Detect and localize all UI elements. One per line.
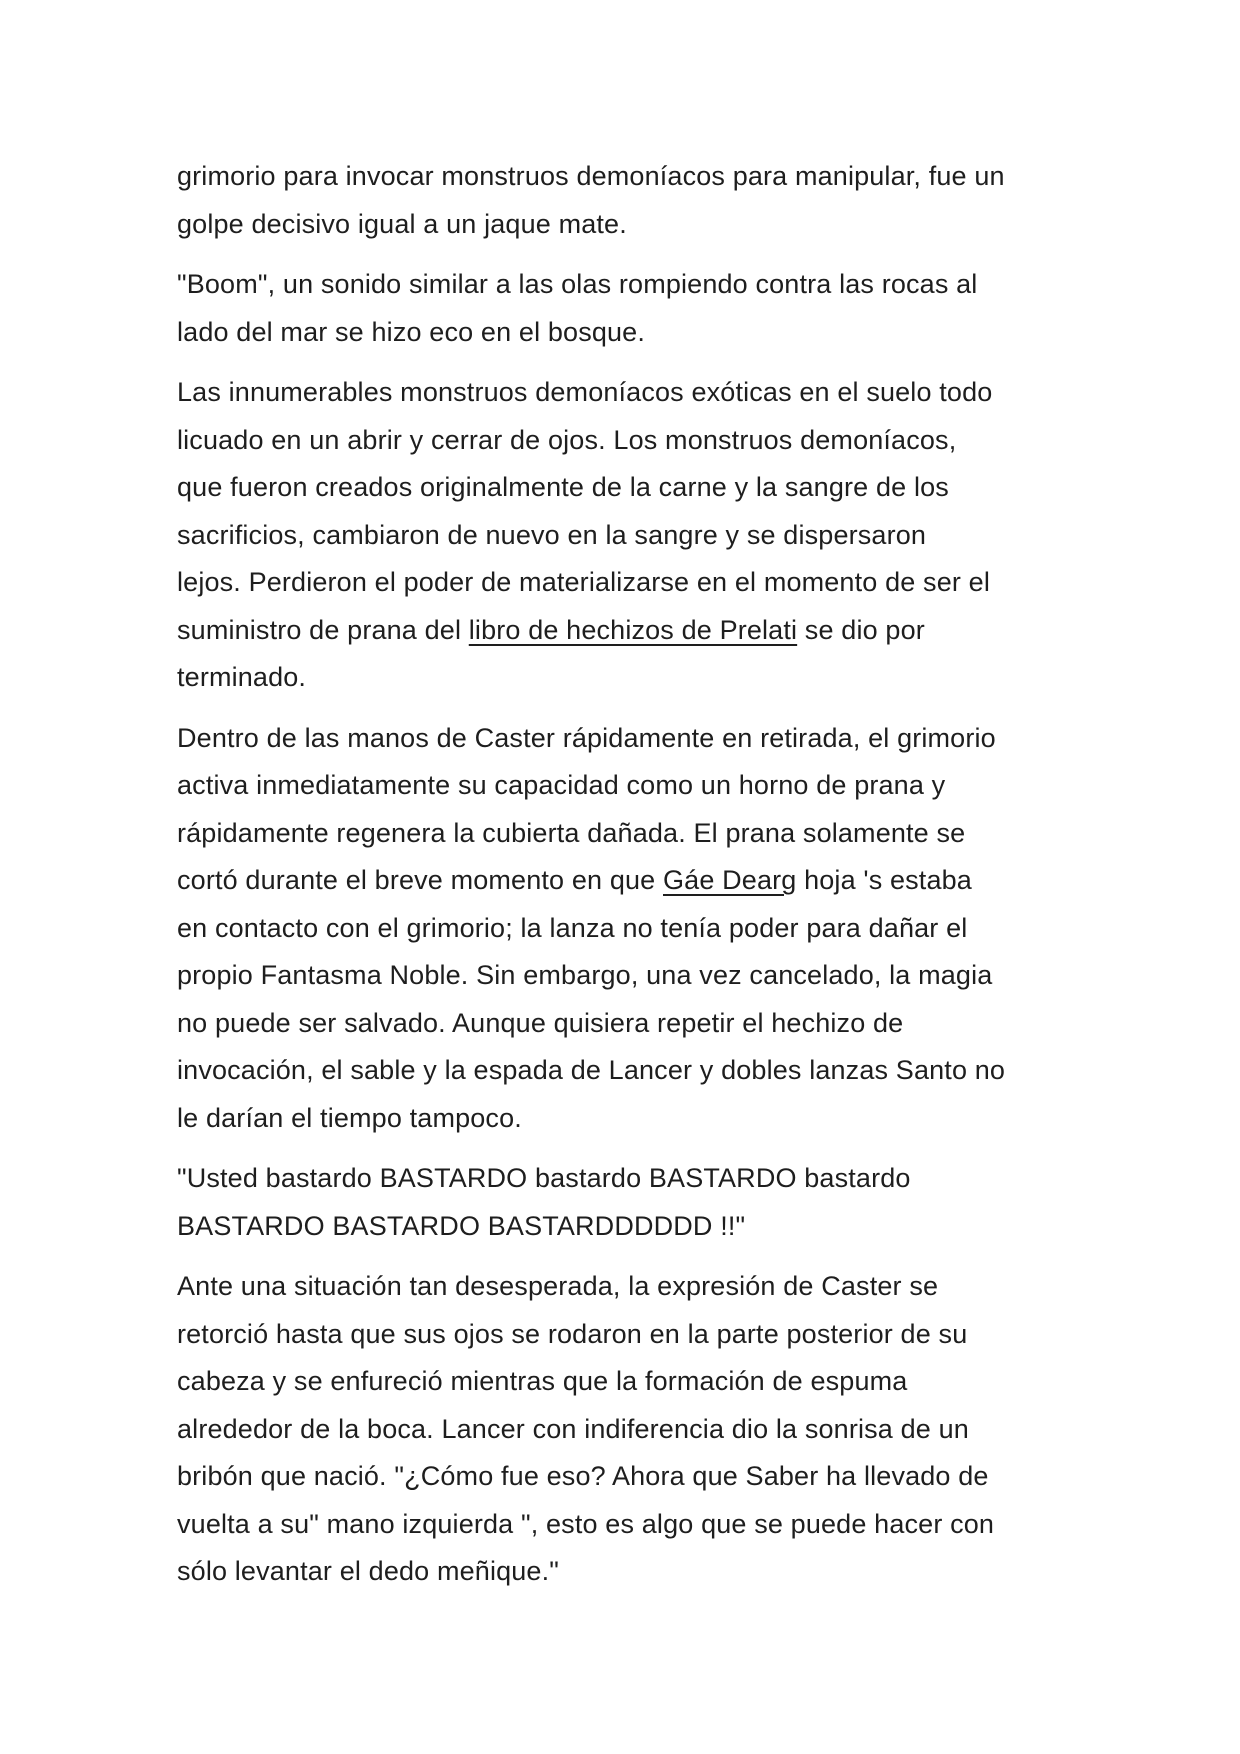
text-line [177,1501,1077,1549]
text-segment: invocación, el sable y la espada de Lancer y dobles lanzas Santo no [177,1055,1006,1085]
text-segment: golpe decisivo igual a un jaque mate. [177,208,627,239]
text-line [177,309,1077,357]
paragraph [177,153,1077,248]
text-line [177,857,1077,905]
inline-link[interactable]: libro de hechizos de Prelati [468,614,798,645]
text-segment: rápidamente regenera la cubierta dañada. El prana solamente se [177,817,966,848]
text-line [177,715,1077,763]
text-segment: Dentro de las manos de Caster rápidamente en retirada, el grimorio [177,722,996,753]
text-segment: sacrificios, cambiaron de nuevo en la sangre y se dispersaron [177,519,927,550]
text-line [177,1453,1077,1501]
text-segment: "Boom", un sonido similar a las olas rompiendo contra las rocas al [177,269,978,299]
text-segment: Las innumerables monstruos demoníacos exóticas en el suelo todo [177,377,993,407]
inline-link[interactable]: Gáe Dearg [663,865,797,895]
text-segment: bribón que nació. "¿Cómo fue eso? Ahora que Saber ha llevado de [177,1461,989,1491]
text-line [177,654,1077,702]
text-line [177,369,1077,417]
text-segment: le darían el tiempo tampoco. [177,1102,522,1133]
text-line [177,952,1077,1000]
text-segment: sólo levantar el dedo meñique." [177,1556,559,1586]
text-line [177,201,1077,249]
text-segment: terminado. [177,662,307,692]
text-line [177,810,1077,858]
text-segment: cabeza y se enfureció mientras que la formación de espuma [177,1366,908,1396]
paragraph [177,261,1077,356]
text-segment: alrededor de la boca. Lancer con indiferencia dio la sonrisa de un [177,1413,969,1444]
text-line [177,1263,1077,1311]
paragraph [177,1155,1077,1250]
text-segment: cortó durante el breve momento en que [177,865,663,895]
text-line [177,1406,1077,1454]
text-segment: licuado en un abrir y cerrar de ojos. Los monstruos demoníacos, [177,424,957,455]
text-line [177,261,1077,309]
text-segment: retorció hasta que sus ojos se rodaron en la parte posterior de su [177,1318,968,1349]
text-segment: que fueron creados originalmente de la carne y la sangre de los [177,472,949,502]
text-line [177,1095,1077,1143]
text-line [177,762,1077,810]
text-line [177,1155,1077,1203]
text-line [177,417,1077,465]
text-segment: grimorio para invocar monstruos demoníacos para manipular, fue un [177,161,1005,191]
text-line [177,1358,1077,1406]
text-segment: vuelta a su" mano izquierda ", esto es algo que se puede hacer con [177,1508,995,1539]
text-line [177,1311,1077,1359]
paragraph [177,715,1077,1143]
text-segment: activa inmediatamente su capacidad como un horno de prana y [177,770,946,800]
paragraph [177,369,1077,702]
text-line [177,559,1077,607]
text-line [177,464,1077,512]
text-segment: propio Fantasma Noble. Sin embargo, una vez cancelado, la magia [177,960,993,990]
text-segment: "Usted bastardo BASTARDO bastardo BASTARDO bastardo [177,1163,911,1193]
text-segment: Ante una situación tan desesperada, la expresión de Caster se [177,1271,939,1301]
text-segment: BASTARDO BASTARDO BASTARDDDDDD !!" [177,1210,746,1241]
text-segment: lejos. Perdieron el poder de materializarse en el momento de ser el [177,567,990,597]
text-segment: hoja 's estaba [796,865,972,895]
text-line [177,1000,1077,1048]
text-line [177,1047,1077,1095]
text-segment: se dio por [797,614,925,645]
text-line [177,512,1077,560]
text-line [177,1203,1077,1251]
text-segment: lado del mar se hizo eco en el bosque. [177,316,645,347]
text-line [177,905,1077,953]
text-line [177,607,1077,655]
text-line [177,153,1077,201]
text-segment: suministro de prana del [177,614,469,645]
text-segment: no puede ser salvado. Aunque quisiera repetir el hechizo de [177,1007,904,1038]
text-line [177,1548,1077,1596]
paragraph [177,1263,1077,1596]
document-body [177,153,1077,1609]
text-segment: en contacto con el grimorio; la lanza no tenía poder para dañar el [177,912,968,943]
